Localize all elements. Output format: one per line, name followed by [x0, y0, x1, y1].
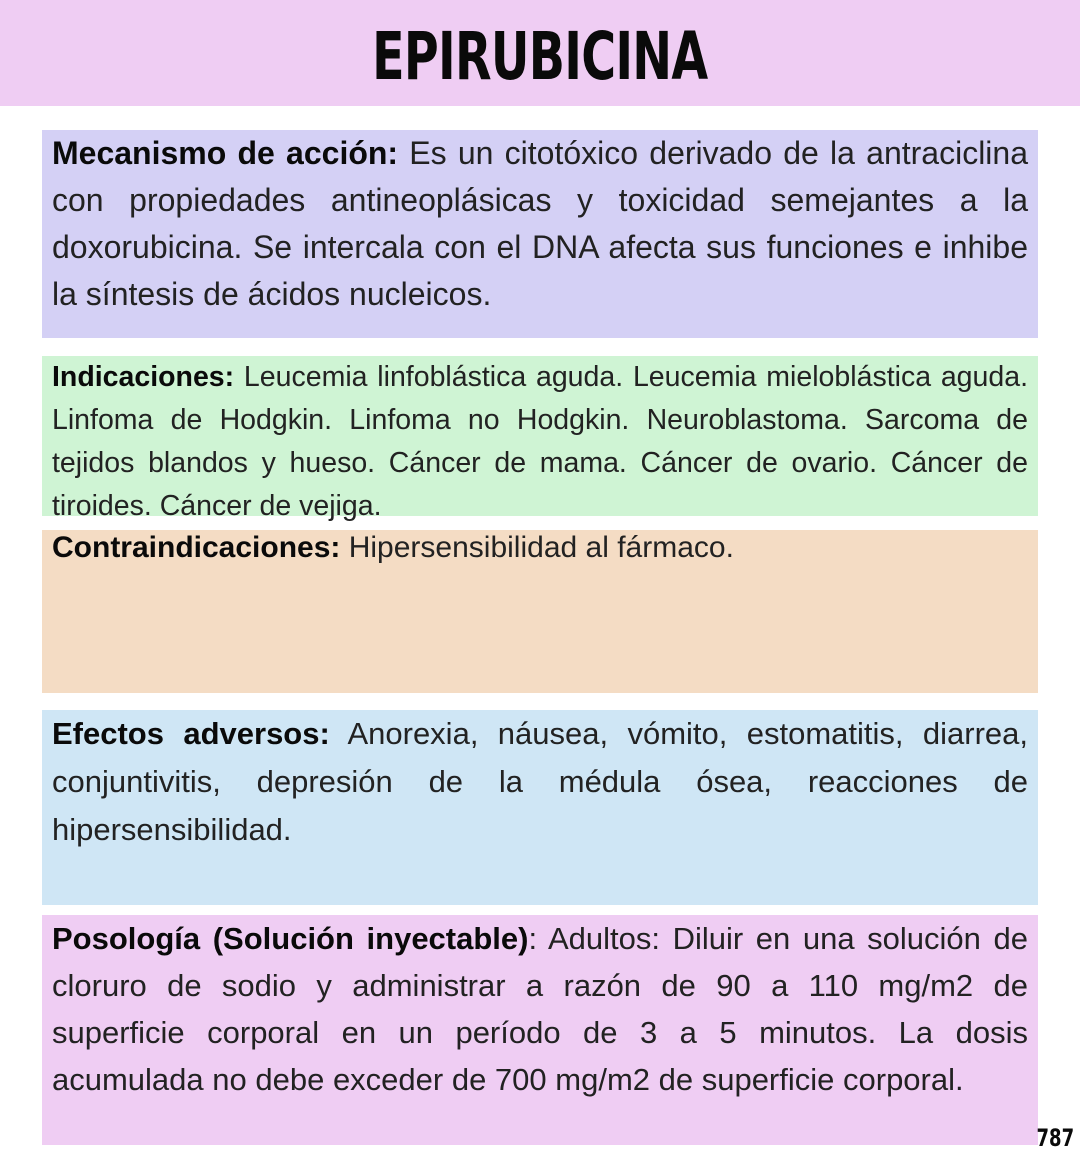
page-number: 787: [1036, 1124, 1074, 1152]
section-posologia: [42, 915, 1038, 1145]
section-paragraph: [52, 710, 1028, 854]
section-text: : Adultos: Diluir en una solución de cloruro de sodio y administrar a razón de 90 a 110 mg/m2 de superficie corporal en un período de 3 a 5 minutos. La dosis acumulada no debe exceder de 700 mg/m2 de superficie corporal.: [52, 921, 1028, 1097]
section-text: Leucemia linfoblástica aguda. Leucemia mieloblástica aguda. Linfoma de Hodgkin. Linfoma no Hodgkin. Neuroblastoma. Sarcoma de tejidos blandos y hueso. Cáncer de mama. Cáncer de ovario. Cáncer de tiroides. Cáncer de vejiga.: [52, 361, 1028, 522]
section-label: Efectos adversos:: [52, 716, 330, 751]
section-text: Es un citotóxico derivado de la antraciclina con propiedades antineoplásicas y toxicidad semejantes a la doxorubicina. Se intercala con el DNA afecta sus funciones e inhibe la síntesis de ácidos nucleicos.: [52, 135, 1029, 312]
section-paragraph: [52, 530, 1028, 566]
section-label: Mecanismo de acción:: [52, 135, 399, 171]
section-paragraph: [52, 356, 1028, 528]
section-efectos-adversos: [42, 710, 1038, 905]
section-paragraph: [52, 915, 1028, 1103]
section-text: Hipersensibilidad al fármaco.: [340, 531, 734, 564]
drug-title: EPIRUBICINA: [372, 17, 708, 95]
section-paragraph: [52, 130, 1028, 318]
section-contraindicaciones: [42, 530, 1038, 693]
page-header: [0, 0, 1080, 106]
section-label: Contraindicaciones:: [52, 531, 341, 564]
section-label: Posología (Solución inyectable): [52, 921, 529, 956]
section-label: Indicaciones:: [52, 361, 235, 393]
section-mecanismo: [42, 130, 1038, 338]
section-indicaciones: [42, 356, 1038, 522]
section-text: Anorexia, náusea, vómito, estomatitis, diarrea, conjuntivitis, depresión de la médula ósea, reacciones de hipersensibilidad.: [52, 716, 1028, 847]
